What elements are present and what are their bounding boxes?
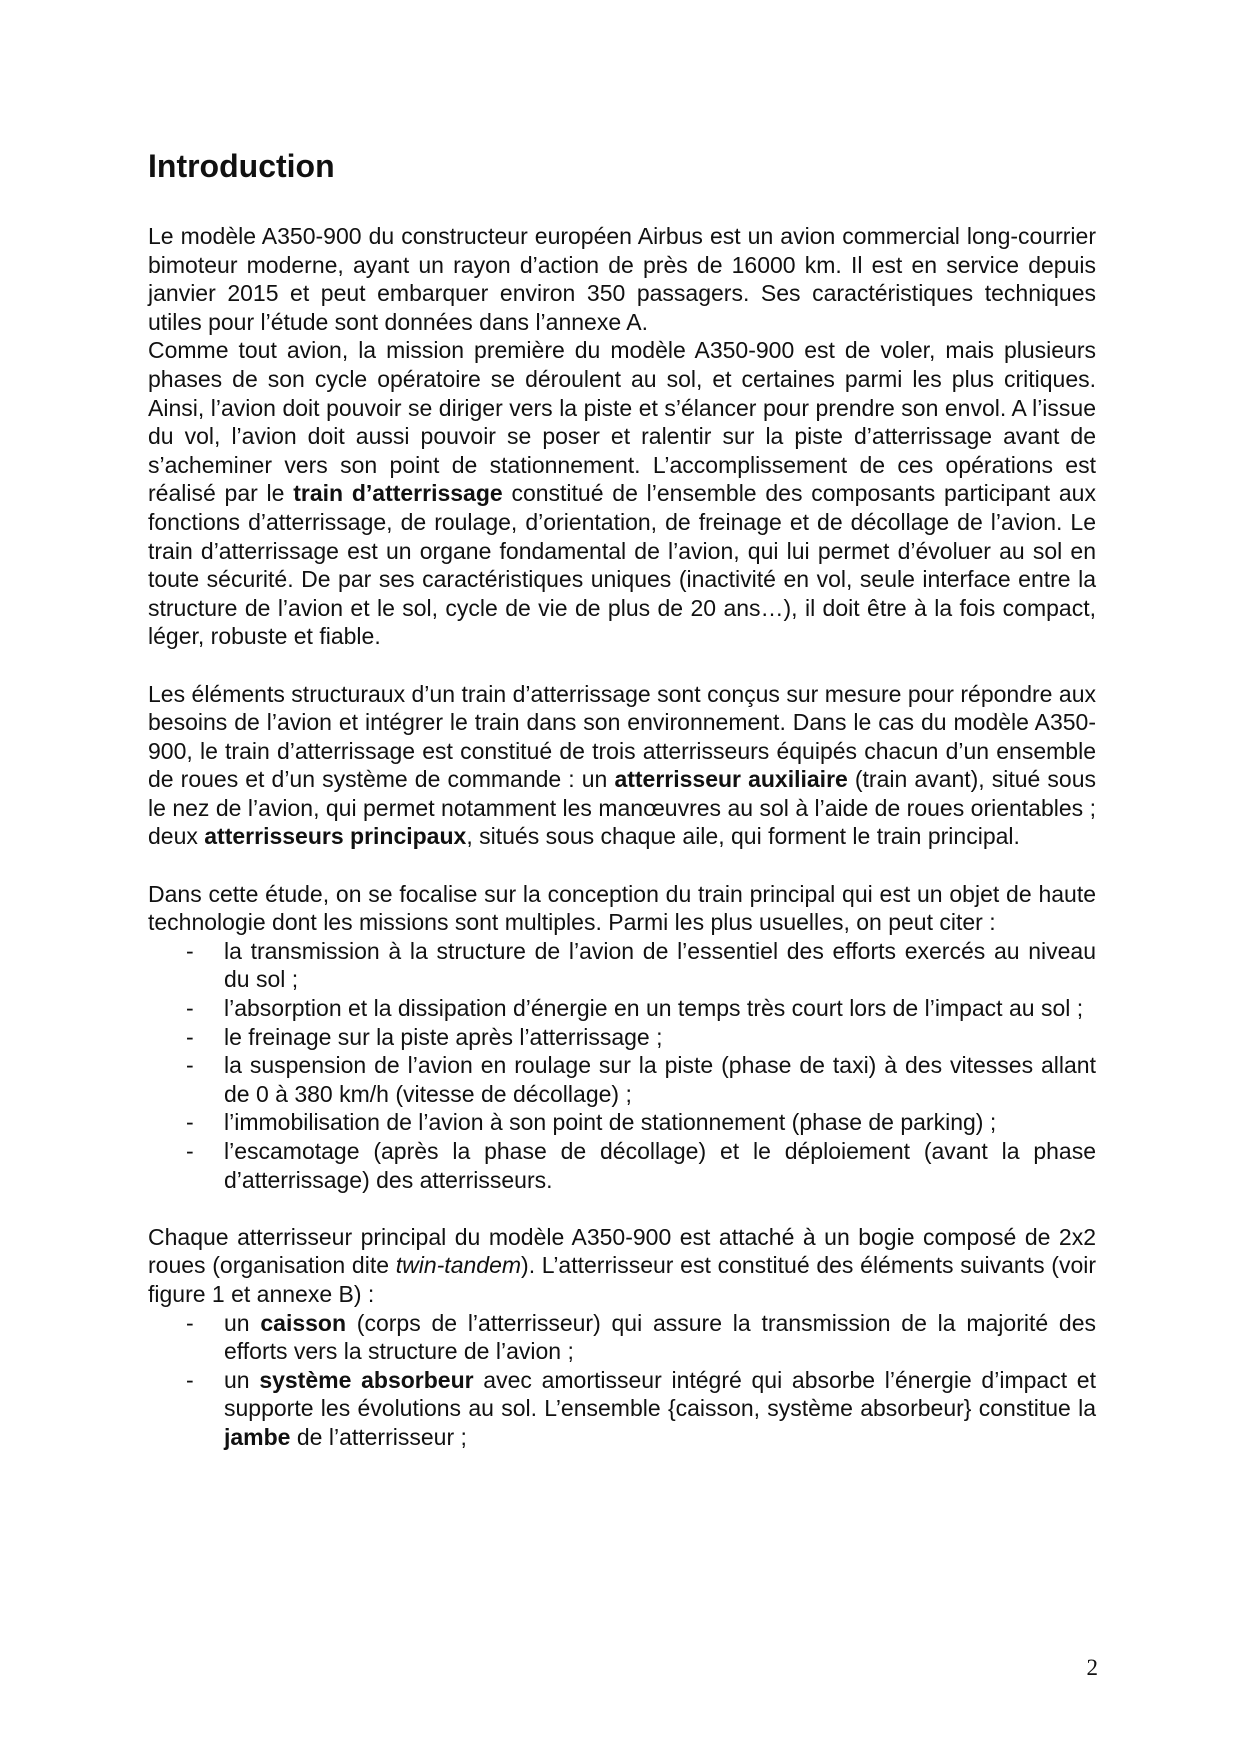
dash-bullet: - xyxy=(186,1138,194,1164)
term-caisson: caisson xyxy=(260,1309,347,1336)
missions-list xyxy=(148,937,1096,1194)
term-systeme-absorbeur: système absorbeur xyxy=(259,1366,474,1393)
dash-bullet: - xyxy=(186,937,194,964)
dash-bullet: - xyxy=(186,995,194,1022)
document-page xyxy=(148,140,1096,1452)
term-atterrisseur-auxiliaire: atterrisseur auxiliaire xyxy=(614,766,848,793)
list-item: - la suspension de l’avion en roulage sur la piste (phase de taxi) à des vitesses allant de 0 à 380 km/h (vitesse de décollage) ; xyxy=(186,1052,1096,1107)
paragraph-missions-intro: Dans cette étude, on se focalise sur la conception du train principal qui est un objet de haute technologie dont les missions sont multiples. Parmi les plus usuelles, on peut citer : xyxy=(148,880,1096,936)
dash-bullet: - xyxy=(186,1309,194,1336)
paragraph-landing-gear: Comme tout avion, la mission première du modèle A350-900 est de voler, mais plusieurs phases de son cycle opératoire se déroulent au sol, et certaines parmi les plus critiques. Ainsi, l’avion doit pouvoir se diriger vers la piste et s’élancer pour prendre son envol. A l’issue du vol, l’avion doit aussi pouvoir se poser et ralentir sur la piste d’atterrissage avant de s’acheminer vers son point de stationnement. L’accomplissement de ces opérations est réalisé par le train d’atterrissage constitué de l’ensemble des composants participant aux fonctions d’atterrissage, de roulage, d’orientation, de freinage et de décollage de l’avion. Le train d’atterrissage est un organe fondamental de l’avion, qui lui permet d’évoluer au sol en toute sécurité. De par ses caractéristiques uniques (inactivité en vol, seule interface entre la structure de l’avion et le sol, cycle de vie de plus de 20 ans…), il doit être à la fois compact, léger, robuste et fiable. xyxy=(148,337,1096,650)
term-jambe: jambe xyxy=(224,1423,291,1450)
list-item: - un système absorbeur avec amortisseur intégré qui absorbe l’énergie d’impact et supporte les évolutions au sol. L’ensemble {caisson, système absorbeur} constitue la jambe de l’atterrisseur ; xyxy=(186,1366,1096,1450)
list-item: - l’immobilisation de l’avion à son point de stationnement (phase de parking) ; xyxy=(186,1109,997,1136)
list-item: - la transmission à la structure de l’avion de l’essentiel des efforts exercés au niveau du sol ; xyxy=(186,937,1096,993)
page-number: 2 xyxy=(1086,1655,1098,1680)
term-atterrisseurs-principaux: atterrisseurs principaux xyxy=(204,823,467,850)
list-item: - un caisson (corps de l’atterrisseur) qui assure la transmission de la majorité des efforts vers la structure de l’avion ; xyxy=(186,1309,1096,1365)
paragraph-bogie: Chaque atterrisseur principal du modèle A350-900 est attaché à un bogie composé de 2x2 roues (organisation dite twin-tandem). L’atterrisseur est constitué des éléments suivants (voir figure 1 et annexe B) : xyxy=(148,1223,1097,1307)
elements-list xyxy=(148,1309,1096,1452)
paragraph-structure: Les éléments structuraux d’un train d’atterrissage sont conçus sur mesure pour répondre aux besoins de l’avion et intégrer le train dans son environnement. Dans le cas du modèle A350-900, le train d’atterrissage est constitué de trois atterrisseurs équipés chacun d’un ensemble de roues et d’un système de commande : un atterrisseur auxiliaire (train avant), situé sous le nez de l’avion, qui permet notamment les manœuvres au sol à l’aide de roues orientables ; deux atterrisseurs principaux, situés sous chaque aile, qui forment le train principal. xyxy=(148,680,1096,850)
list-item: - l’absorption et la dissipation d’énergie en un temps très court lors de l’impact au sol ; xyxy=(186,995,1084,1022)
list-item: - le freinage sur la piste après l’atterrissage ; xyxy=(186,1023,663,1050)
section-heading: Introduction xyxy=(148,148,335,184)
paragraph-intro: Le modèle A350-900 du constructeur européen Airbus est un avion commercial long-courrier bimoteur moderne, ayant un rayon d’action de près de 16000 km. Il est en service depuis janvier 2015 et peut embarquer environ 350 passagers. Ses caractéristiques techniques utiles pour l’étude sont données dans l’annexe A. xyxy=(148,223,1096,335)
dash-bullet: - xyxy=(186,1109,194,1136)
dash-bullet: - xyxy=(186,1366,194,1393)
term-twin-tandem: twin-tandem xyxy=(395,1252,522,1279)
dash-bullet: - xyxy=(186,1023,194,1050)
term-train-atterrissage: train d’atterrissage xyxy=(293,480,503,507)
dash-bullet: - xyxy=(186,1052,194,1079)
list-item: - l’escamotage (après la phase de décollage) et le déploiement (avant la phase d’atterrissage) des atterrisseurs. xyxy=(186,1138,1096,1193)
